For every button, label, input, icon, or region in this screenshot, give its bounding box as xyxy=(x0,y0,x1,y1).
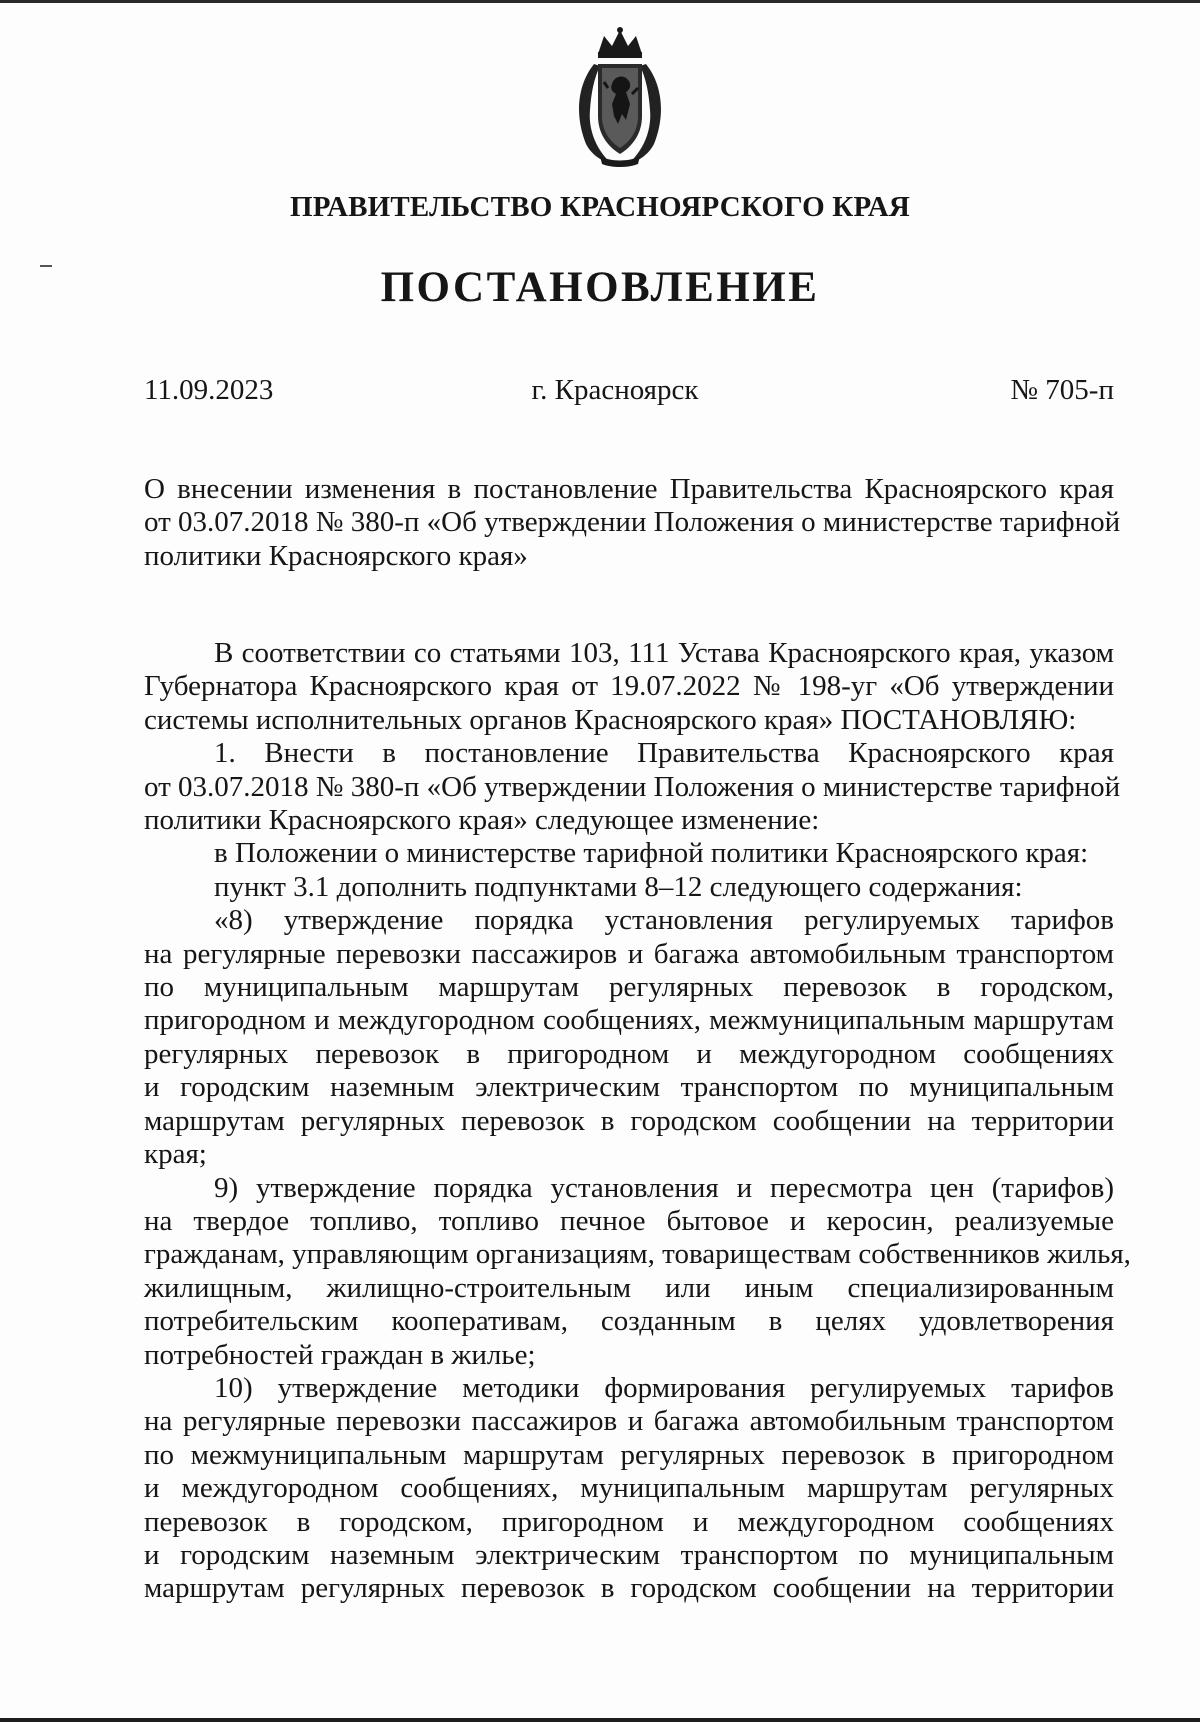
document-city: г. Красноярск xyxy=(531,374,699,406)
body-line: регулярных перевозок в пригородном и междугородном сообщениях xyxy=(144,1037,1114,1070)
scan-edge-top xyxy=(0,0,1200,3)
body-line: 10) утверждение методики формирования регулируемых тарифов xyxy=(214,1371,1114,1404)
body-line: и междугородном сообщениях, муниципальным маршрутам регулярных xyxy=(144,1472,1114,1505)
title-line: О внесении изменения в постановление Правительства Красноярского края xyxy=(144,473,1114,505)
body-line: от 03.07.2018 № 380-п «Об утверждении Положения о министерстве тарифной xyxy=(144,770,1121,803)
document-date: 11.09.2023 xyxy=(144,374,274,406)
body-line: на твердое топливо, топливо печное бытовое и керосин, реализуемые xyxy=(144,1204,1114,1237)
body-line: маршрутам регулярных перевозок в городском сообщении на территории xyxy=(144,1572,1114,1605)
body-line: политики Красноярского края» следующее изменение: xyxy=(144,804,820,837)
document-type-heading: ПОСТАНОВЛЕНИЕ xyxy=(380,264,820,311)
body-line: по муниципальным маршрутам регулярных перевозок в городском, xyxy=(144,971,1114,1004)
body-line: потребностей граждан в жилье; xyxy=(144,1338,536,1371)
body-line: 9) утверждение порядка установления и пересмотра цен (тарифов) xyxy=(214,1171,1114,1204)
body-line: потребительским кооперативам, созданным в целях удовлетворения xyxy=(144,1305,1114,1338)
title-line: от 03.07.2018 № 380-п «Об утверждении Положения о министерстве тарифной xyxy=(144,506,1121,539)
body-line: жилищным, жилищно-строительным или иным специализированным xyxy=(144,1271,1114,1304)
body-line: Губернатора Красноярского края от 19.07.2022 № 198-уг «Об утверждении xyxy=(144,670,1114,703)
body-line: на регулярные перевозки пассажиров и багажа автомобильным транспортом xyxy=(144,937,1114,970)
body-line: и городским наземным электрическим транспортом по муниципальным xyxy=(144,1071,1114,1104)
body-line: 1. Внести в постановление Правительства Красноярского края xyxy=(214,737,1114,770)
body-line: гражданам, управляющим организациям, товариществам собственников жилья, xyxy=(144,1238,1131,1271)
body-line: края; xyxy=(144,1138,207,1171)
body-line: «8) утверждение порядка установления регулируемых тарифов xyxy=(214,904,1114,937)
body-line: маршрутам регулярных перевозок в городском сообщении на территории xyxy=(144,1104,1114,1137)
document-body xyxy=(144,637,1131,1606)
body-line: В соответствии со статьями 103, 111 Устава Красноярского края, указом xyxy=(214,637,1114,669)
document-title xyxy=(144,473,1121,573)
body-line: перевозок в городском, пригородном и междугородном сообщениях xyxy=(144,1505,1114,1538)
body-line: в Положении о министерстве тарифной политики Красноярского края: xyxy=(214,837,1089,870)
krasnoyarsk-krai-coat-of-arms-icon xyxy=(568,24,672,168)
title-line: политики Красноярского края» xyxy=(144,539,528,572)
body-line: пункт 3.1 дополнить подпунктами 8–12 следующего содержания: xyxy=(214,870,1023,903)
organization-heading: ПРАВИТЕЛЬСТВО КРАСНОЯРСКОГО КРАЯ xyxy=(289,191,911,223)
body-line: и городским наземным электрическим транспортом по муниципальным xyxy=(144,1538,1114,1571)
body-line: пригородном и междугородном сообщениях, межмуниципальным маршрутам xyxy=(144,1004,1114,1037)
body-line: системы исполнительных органов Красноярского края» ПОСТАНОВЛЯЮ: xyxy=(144,703,1077,736)
scan-edge-bottom xyxy=(0,1718,1200,1722)
body-line: на регулярные перевозки пассажиров и багажа автомобильным транспортом xyxy=(144,1405,1114,1438)
body-line: по межмуниципальным маршрутам регулярных перевозок в пригородном xyxy=(144,1438,1114,1471)
document-number: № 705-п xyxy=(1010,374,1114,406)
